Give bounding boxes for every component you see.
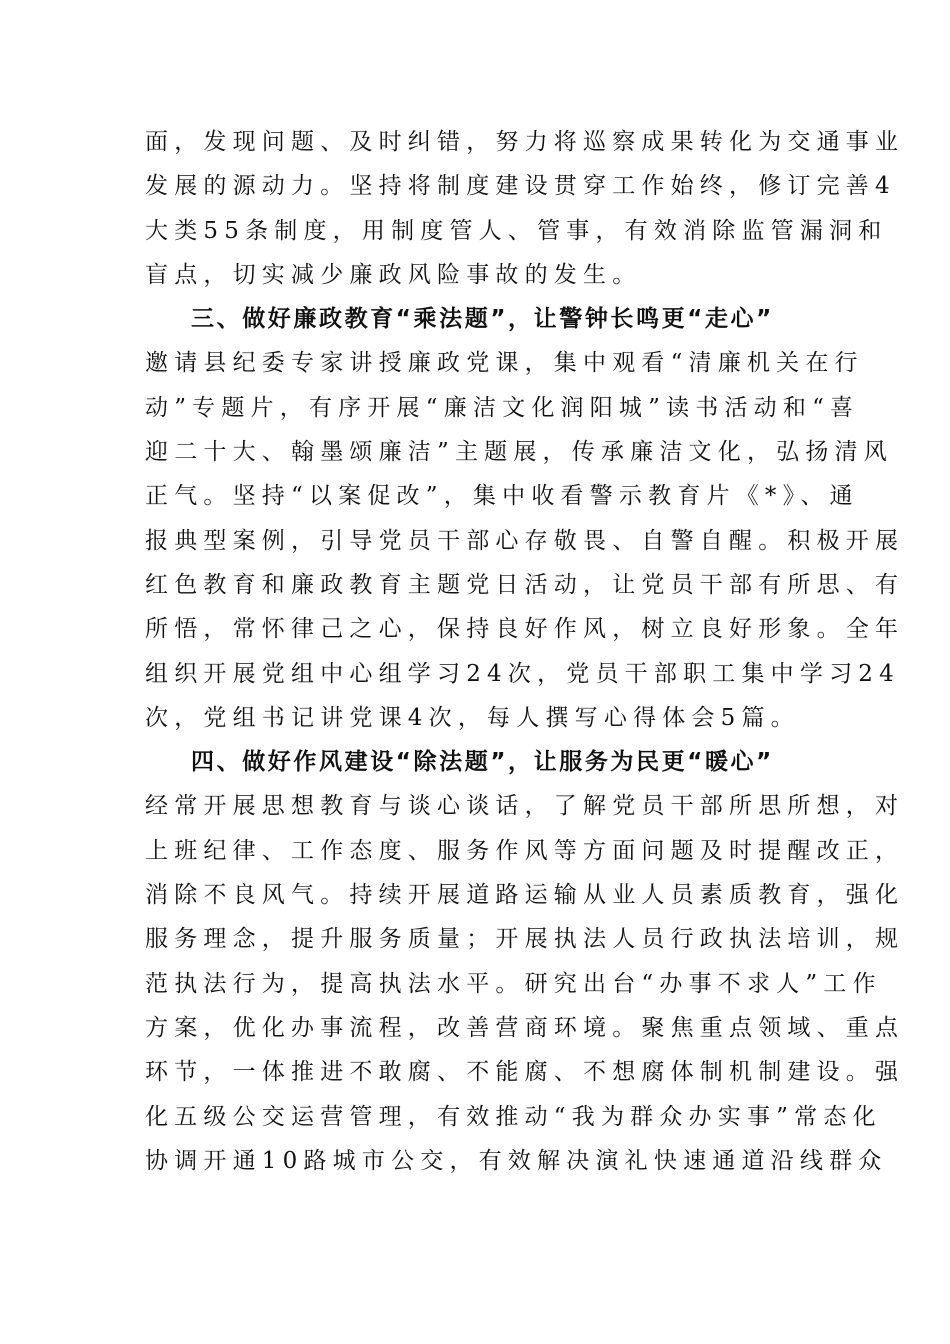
text-line: 所悟，常怀律己之心，保持良好作风，树立良好形象。全年	[145, 616, 905, 643]
text-line: 上班纪律、工作态度、服务作风等方面问题及时提醒改正，	[145, 837, 905, 864]
text-line: 方案，优化办事流程，改善营商环境。聚焦重点领域、重点	[145, 1014, 905, 1041]
text-line: 消除不良风气。持续开展道路运输从业人员素质教育，强化	[145, 882, 905, 909]
text-line: 动”专题片，有序开展“廉洁文化润阳城”读书活动和“喜	[145, 394, 860, 421]
text-line: 范执法行为，提高执法水平。研究出台“办事不求人”工作	[145, 970, 882, 997]
section-paragraph-continued	[145, 120, 905, 297]
text-line: 组织开展党组中心组学习24次，党员干部职工集中学习24	[145, 660, 900, 687]
section-heading-3: 三、做好廉政教育“乘法题”，让警钟长鸣更“走心”	[191, 306, 774, 333]
text-line: 邀请县纪委专家讲授廉政党课，集中观看“清廉机关在行	[145, 350, 864, 377]
section-paragraph-3	[145, 341, 905, 740]
text-line: 服务理念，提升服务质量；开展执法人员行政执法培训，规	[145, 926, 905, 953]
text-line: 经常开展思想教育与谈心谈话，了解党员干部所思所想，对	[145, 793, 905, 820]
section-heading-4: 四、做好作风建设“除法题”，让服务为民更“暖心”	[191, 749, 774, 776]
text-line: 环节，一体推进不敢腐、不能腐、不想腐体制机制建设。强	[145, 1059, 905, 1086]
text-line: 协调开通10路城市公交，有效解决演礼快速通道沿线群众	[145, 1147, 888, 1174]
text-line: 化五级公交运营管理，有效推动“我为群众办实事”常态化	[145, 1103, 882, 1130]
text-line: 大类55条制度，用制度管人、管事，有效消除监管漏洞和	[145, 217, 888, 244]
text-line: 报典型案例，引导党员干部心存敬畏、自警自醒。积极开展	[145, 527, 905, 554]
section-paragraph-4	[145, 784, 905, 1183]
text-line: 红色教育和廉政教育主题党日活动，让党员干部有所思、有	[145, 571, 905, 598]
text-line: 正气。坚持“以案促改”，集中收看警示教育片《*》、通	[145, 483, 859, 510]
text-line: 发展的源动力。坚持将制度建设贯穿工作始终，修订完善4	[145, 173, 896, 200]
document-body	[145, 120, 905, 1183]
text-line: 次，党组书记讲党课4次，每人撰写心得体会5篇。	[145, 704, 800, 731]
text-line: 面，发现问题、及时纠错，努力将巡察成果转化为交通事业	[145, 129, 905, 155]
text-line: 迎二十大、翰墨颂廉洁”主题展，传承廉洁文化，弘扬清风	[145, 439, 893, 466]
text-line: 盲点，切实减少廉政风险事故的发生。	[145, 261, 642, 288]
